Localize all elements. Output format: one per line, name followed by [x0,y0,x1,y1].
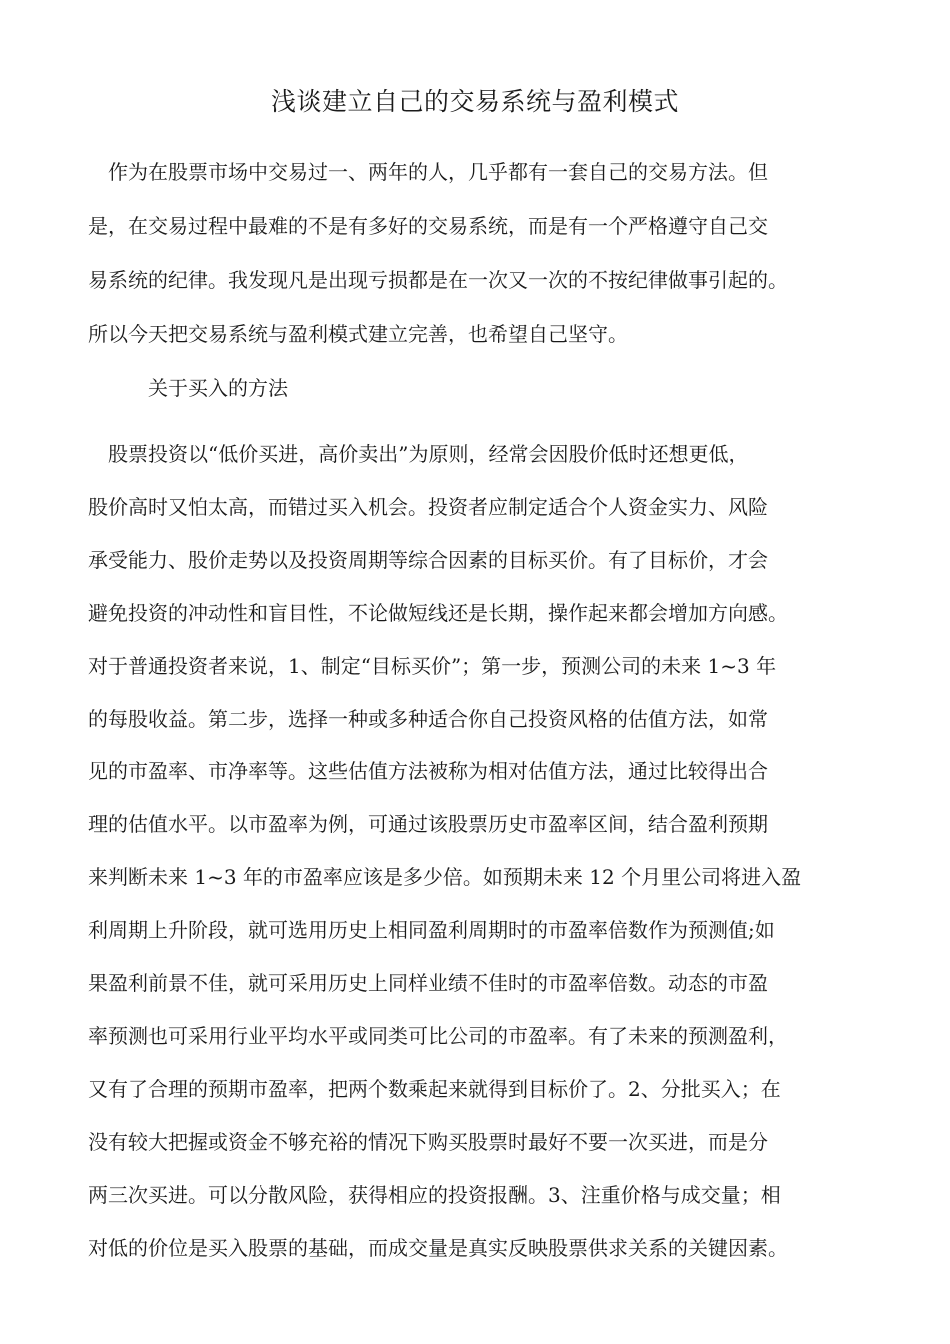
paragraph-line: 没有较大把握或资金不够充裕的情况下购买股票时最好不要一次买进，而是分 [88,1129,768,1154]
paragraph-line: 又有了合理的预期市盈率，把两个数乘起来就得到目标价了。2、分批买入；在 [88,1076,781,1101]
paragraph-line: 股票投资以“低价买进，高价卖出”为原则，经常会因股价低时还想更低， [88,442,749,466]
paragraph-line: 所以今天把交易系统与盈利模式建立完善，也希望自己坚守。 [88,322,628,346]
paragraph-line: 的每股收益。第二步，选择一种或多种适合你自己投资风格的估值方法，如常 [88,706,768,731]
paragraph-line: 利周期上升阶段，就可选用历史上相同盈利周期时的市盈率倍数作为预测值;如 [88,918,775,943]
paragraph-line: 是，在交易过程中最难的不是有多好的交易系统，而是有一个严格遵守自己交 [88,214,768,238]
document-title: 浅谈建立自己的交易系统与盈利模式 [270,87,679,116]
paragraph-line: 股价高时又怕太高，而错过买入机会。投资者应制定适合个人资金实力、风险 [88,494,768,519]
paragraph-line: 见的市盈率、市净率等。这些估值方法被称为相对估值方法，通过比较得出合 [88,759,768,784]
paragraph-line: 承受能力、股价走势以及投资周期等综合因素的目标买价。有了目标价，才会 [88,547,768,572]
paragraph-line: 来判断未来 1~3 年的市盈率应该是多少倍。如预期未来 12 个月里公司将进入盈 [88,865,802,890]
paragraph-line: 对低的价位是买入股票的基础，而成交量是真实反映股票供求关系的关键因素。 [88,1235,788,1260]
paragraph-line: 果盈利前景不佳，就可采用历史上同样业绩不佳时的市盈率倍数。动态的市盈 [88,971,768,996]
paragraph-line: 理的估值水平。以市盈率为例，可通过该股票历史市盈率区间，结合盈利预期 [88,812,768,837]
paragraph-line: 易系统的纪律。我发现凡是出现亏损都是在一次又一次的不按纪律做事引起的。 [88,268,788,292]
paragraph-line: 避免投资的冲动性和盲目性，不论做短线还是长期，操作起来都会增加方向感。 [88,600,788,625]
intro-paragraph [88,145,858,361]
paragraph-line: 两三次买进。可以分散风险，获得相应的投资报酬。3、注重价格与成交量；相 [88,1182,781,1207]
section-heading: 关于买入的方法 [148,376,288,400]
paragraph-line: 对于普通投资者来说，1、制定“目标买价”；第一步，预测公司的未来 1~3 年 [88,653,777,678]
body-paragraph [88,428,858,1275]
paragraph-line: 作为在股票市场中交易过一、两年的人，几乎都有一套自己的交易方法。但 [88,160,768,184]
paragraph-line: 率预测也可采用行业平均水平或同类可比公司的市盈率。有了未来的预测盈利， [88,1023,788,1048]
